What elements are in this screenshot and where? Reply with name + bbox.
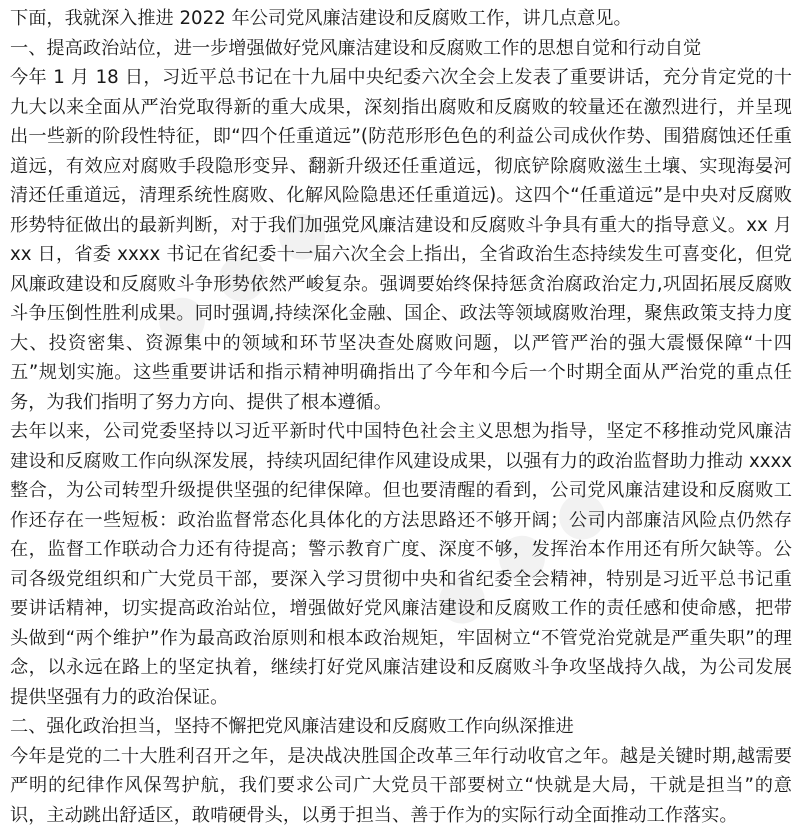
body-paragraph: 今年是党的二十大胜利召开之年，是决战决胜国企改革三年行动收官之年。越是关键时期,越需要严明的纪律作风保驾护航，我们要求公司广大党员干部要树立“快就是大局，干就是担当”的意识，主动跳出舒适区，敢啃硬骨头，以勇于担当、善于作为的实际行动全面推动工作落实。 xyxy=(10,742,792,830)
section-heading-2: 二、强化政治担当，坚持不懈把党风廉洁建设和反腐败工作向纵深推进 xyxy=(10,712,792,742)
watermark: ● ● ● xyxy=(418,469,621,640)
intro-paragraph: 下面，我就深入推进 2022 年公司党风廉洁建设和反腐败工作，讲几点意见。 xyxy=(10,4,792,34)
watermark: ● ● ● xyxy=(138,189,341,360)
section-heading-1: 一、提高政治站位，进一步增强做好党风廉洁建设和反腐败工作的思想自觉和行动自觉 xyxy=(10,34,792,64)
body-paragraph: 去年以来，公司党委坚持以习近平新时代中国特色社会主义思想为指导，坚定不移推动党风廉洁建设和反腐败工作向纵深发展，持续巩固纪律作风建设成果，以强有力的政治监督助力推动 xxxx 整合，为公司转型升级提供坚强的纪律保障。但也要清醒的看到，公司党风廉洁建设和反腐败工作还存在一些短板：政治监督常态化具体化的方法思路还不够开阔；公司内部廉洁风险点仍然存在，监督工作联动合力还有待提高；警示教育广度、深度不够，发挥治本作用还有所欠缺等。公司各级党组织和广大党员干部，要深入学习贯彻中央和省纪委全会精神，特别是习近平总书记重要讲话精神，切实提高政治站位，增强做好党风廉洁建设和反腐败工作的责任感和使命感，把带头做到“两个维护”作为最高政治原则和根本政治规矩，牢固树立“不管党治党就是严重失职”的理念，以永远在路上的坚定执着，继续打好党风廉洁建设和反腐败斗争攻坚战持久战，为公司发展提供坚强有力的政治保证。 xyxy=(10,417,792,712)
body-paragraph: 今年 1 月 18 日，习近平总书记在十九届中央纪委六次全会上发表了重要讲话，充分肯定党的十九大以来全面从严治党取得新的重大成果，深刻指出腐败和反腐败的较量还在激烈进行，并呈现出一些新的阶段性特征，即“四个任重道远”(防范形形色色的利益公司成伙作势、围猎腐蚀还任重道远，有效应对腐败手段隐形变异、翻新升级还任重道远，彻底铲除腐败滋生土壤、实现海晏河清还任重道远，清理系统性腐败、化解风险隐患还任重道远)。这四个“任重道远”是中央对反腐败形势特征做出的最新判断，对于我们加强党风廉洁建设和反腐败斗争具有重大的指导意义。xx 月 xx 日，省委 xxxx 书记在省纪委十一届六次全会上指出，全省政治生态持续发生可喜变化，但党风廉政建设和反腐败斗争形势依然严峻复杂。强调要始终保持惩贪治腐政治定力,巩固拓展反腐败斗争压倒性胜利成果。同时强调,持续深化金融、国企、政法等领域腐败治理，聚焦政策支持力度大、投资密集、资源集中的领域和环节坚决查处腐败问题，以严管严治的强大震慑保障“十四五”规划实施。这些重要讲话和指示精神明确指出了今年和今后一个时期全面从严治党的重点任务，为我们指明了努力方向、提供了根本遵循。 xyxy=(10,63,792,417)
